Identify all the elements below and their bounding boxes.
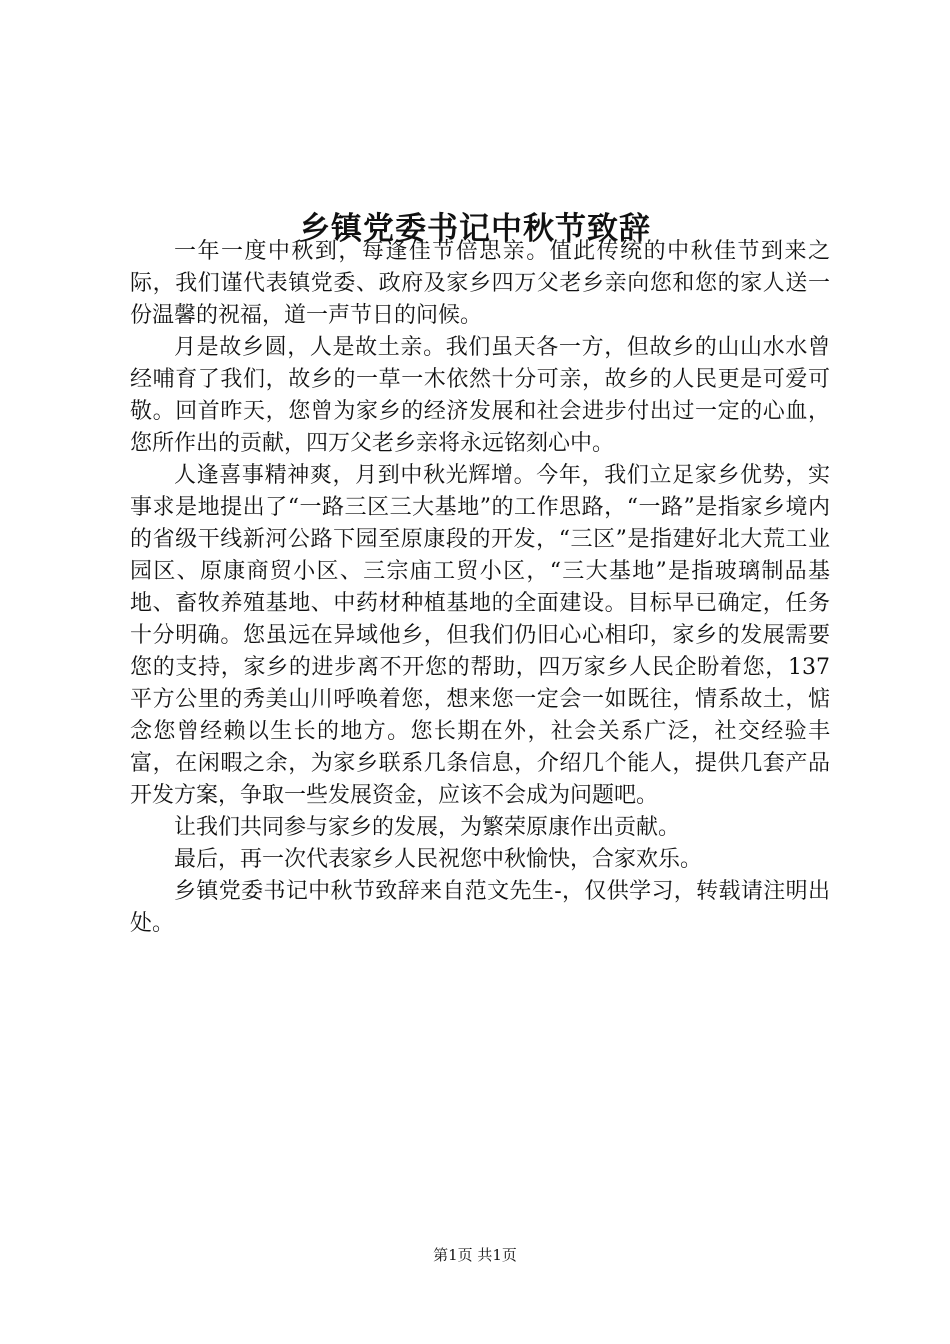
paragraph-development: 人逢喜事精神爽，月到中秋光辉增。今年，我们立足家乡优势，实事求是地提出了“一路三区三大基地”的工作思路，“一路”是指家乡境内的省级干线新河公路下园至原康段的开发，“三区”是指建好北大荒工业园区、原康商贸小区、三宗庙工贸小区，“三大基地”是指玻璃制品基地、畜牧养殖基地、中药材种植基地的全面建设。目标早已确定，任务十分明确。您虽远在异域他乡，但我们仍旧心心相印，家乡的发展需要您的支持，家乡的进步离不开您的帮助，四万家乡人民企盼着您，137平方公里的秀美山川呼唤着您，想来您一定会一如既往，情系故土，惦念您曾经赖以生长的地方。您长期在外，社会关系广泛，社交经验丰富，在闲暇之余，为家乡联系几条信息，介绍几个能人，提供几套产品开发方案，争取一些发展资金，应该不会成为问题吧。 <box>130 463 830 808</box>
document-title: 乡镇党委书记中秋节致辞 <box>299 210 651 247</box>
paragraph-closing-wishes: 最后，再一次代表家乡人民祝您中秋愉快，合家欢乐。 <box>174 847 703 872</box>
document-body <box>130 236 830 940</box>
paragraph-greeting: 一年一度中秋到，每逢佳节倍思亲。值此传统的中秋佳节到来之际，我们谨代表镇党委、政府及家乡四万父老乡亲向您和您的家人送一份温馨的祝福，道一声节日的问候。 <box>130 239 830 328</box>
paragraph-call-to-action: 让我们共同参与家乡的发展，为繁荣原康作出贡献。 <box>174 815 681 840</box>
page-footer: 第1页 共1页 <box>433 1246 517 1264</box>
paragraph-hometown: 月是故乡圆，人是故土亲。我们虽天各一方，但故乡的山山水水曾经哺育了我们，故乡的一草一木依然十分可亲，故乡的人民更是可爱可敬。回首昨天，您曾为家乡的经济发展和社会进步付出过一定的心血，您所作出的贡献，四万父老乡亲将永远铭刻心中。 <box>130 335 830 456</box>
paragraph-source-note: 乡镇党委书记中秋节致辞来自范文先生-，仅供学习，转载请注明出处。 <box>130 879 830 936</box>
